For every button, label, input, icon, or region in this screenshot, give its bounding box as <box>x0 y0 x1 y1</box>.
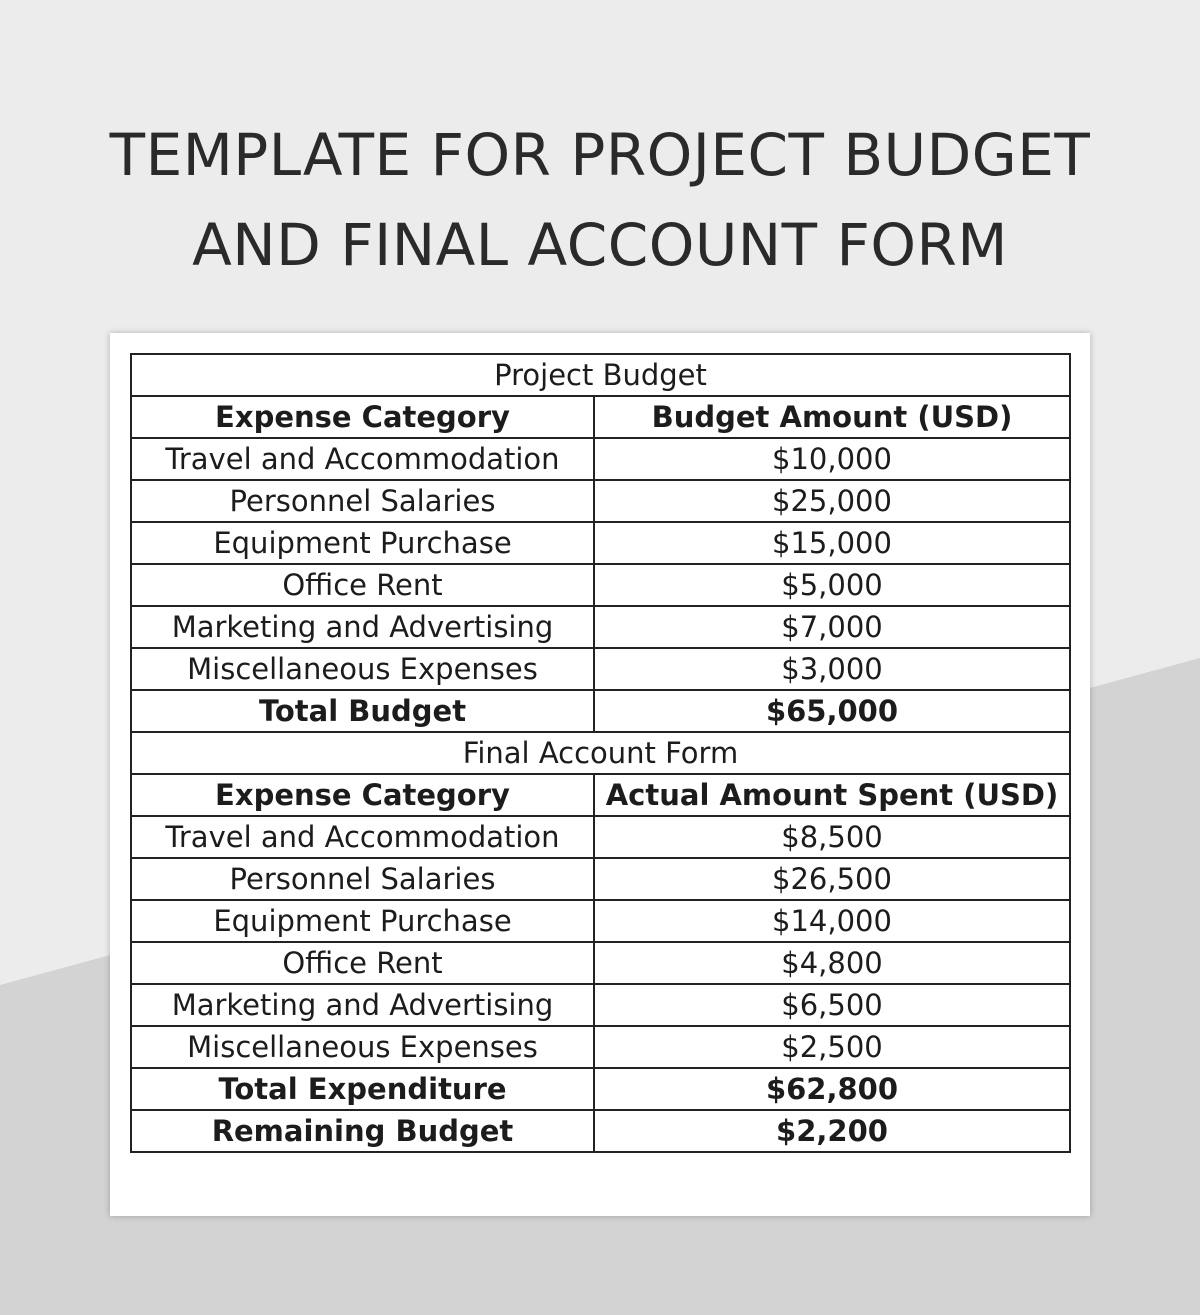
table-row <box>131 1026 1070 1068</box>
section-title-final-account: Final Account Form <box>131 732 1070 774</box>
table-row <box>131 858 1070 900</box>
column-header-actual-amount: Actual Amount Spent (USD) <box>594 774 1070 816</box>
table-row <box>131 480 1070 522</box>
table-row <box>131 984 1070 1026</box>
table-row <box>131 564 1070 606</box>
category-cell: Marketing and Advertising <box>131 984 594 1026</box>
page-title <box>0 110 1200 290</box>
total-expenditure-value: $62,800 <box>594 1068 1070 1110</box>
amount-cell: $26,500 <box>594 858 1070 900</box>
amount-cell: $25,000 <box>594 480 1070 522</box>
section-title-project-budget: Project Budget <box>131 354 1070 396</box>
budget-table <box>130 353 1071 1153</box>
table-row <box>131 648 1070 690</box>
category-cell: Miscellaneous Expenses <box>131 648 594 690</box>
total-budget-row <box>131 690 1070 732</box>
remaining-budget-label: Remaining Budget <box>131 1110 594 1152</box>
category-cell: Marketing and Advertising <box>131 606 594 648</box>
total-expenditure-label: Total Expenditure <box>131 1068 594 1110</box>
header-row <box>131 396 1070 438</box>
remaining-budget-value: $2,200 <box>594 1110 1070 1152</box>
table-row <box>131 900 1070 942</box>
amount-cell: $8,500 <box>594 816 1070 858</box>
amount-cell: $6,500 <box>594 984 1070 1026</box>
amount-cell: $15,000 <box>594 522 1070 564</box>
total-budget-label: Total Budget <box>131 690 594 732</box>
table-row <box>131 816 1070 858</box>
category-cell: Office Rent <box>131 564 594 606</box>
total-budget-value: $65,000 <box>594 690 1070 732</box>
amount-cell: $7,000 <box>594 606 1070 648</box>
category-cell: Office Rent <box>131 942 594 984</box>
amount-cell: $14,000 <box>594 900 1070 942</box>
remaining-budget-row <box>131 1110 1070 1152</box>
column-header-budget-amount: Budget Amount (USD) <box>594 396 1070 438</box>
category-cell: Travel and Accommodation <box>131 816 594 858</box>
page-title-line-2: AND FINAL ACCOUNT FORM <box>192 211 1008 279</box>
category-cell: Personnel Salaries <box>131 858 594 900</box>
category-cell: Travel and Accommodation <box>131 438 594 480</box>
column-header-category: Expense Category <box>131 774 594 816</box>
amount-cell: $5,000 <box>594 564 1070 606</box>
amount-cell: $3,000 <box>594 648 1070 690</box>
amount-cell: $10,000 <box>594 438 1070 480</box>
total-expenditure-row <box>131 1068 1070 1110</box>
category-cell: Equipment Purchase <box>131 522 594 564</box>
table-row <box>131 606 1070 648</box>
page-title-line-1: TEMPLATE FOR PROJECT BUDGET <box>109 121 1091 189</box>
header-row <box>131 774 1070 816</box>
amount-cell: $2,500 <box>594 1026 1070 1068</box>
column-header-category: Expense Category <box>131 396 594 438</box>
section-row-project-budget <box>131 354 1070 396</box>
category-cell: Miscellaneous Expenses <box>131 1026 594 1068</box>
budget-sheet <box>110 333 1090 1216</box>
amount-cell: $4,800 <box>594 942 1070 984</box>
section-row-final-account <box>131 732 1070 774</box>
table-row <box>131 522 1070 564</box>
table-row <box>131 942 1070 984</box>
table-row <box>131 438 1070 480</box>
category-cell: Equipment Purchase <box>131 900 594 942</box>
category-cell: Personnel Salaries <box>131 480 594 522</box>
